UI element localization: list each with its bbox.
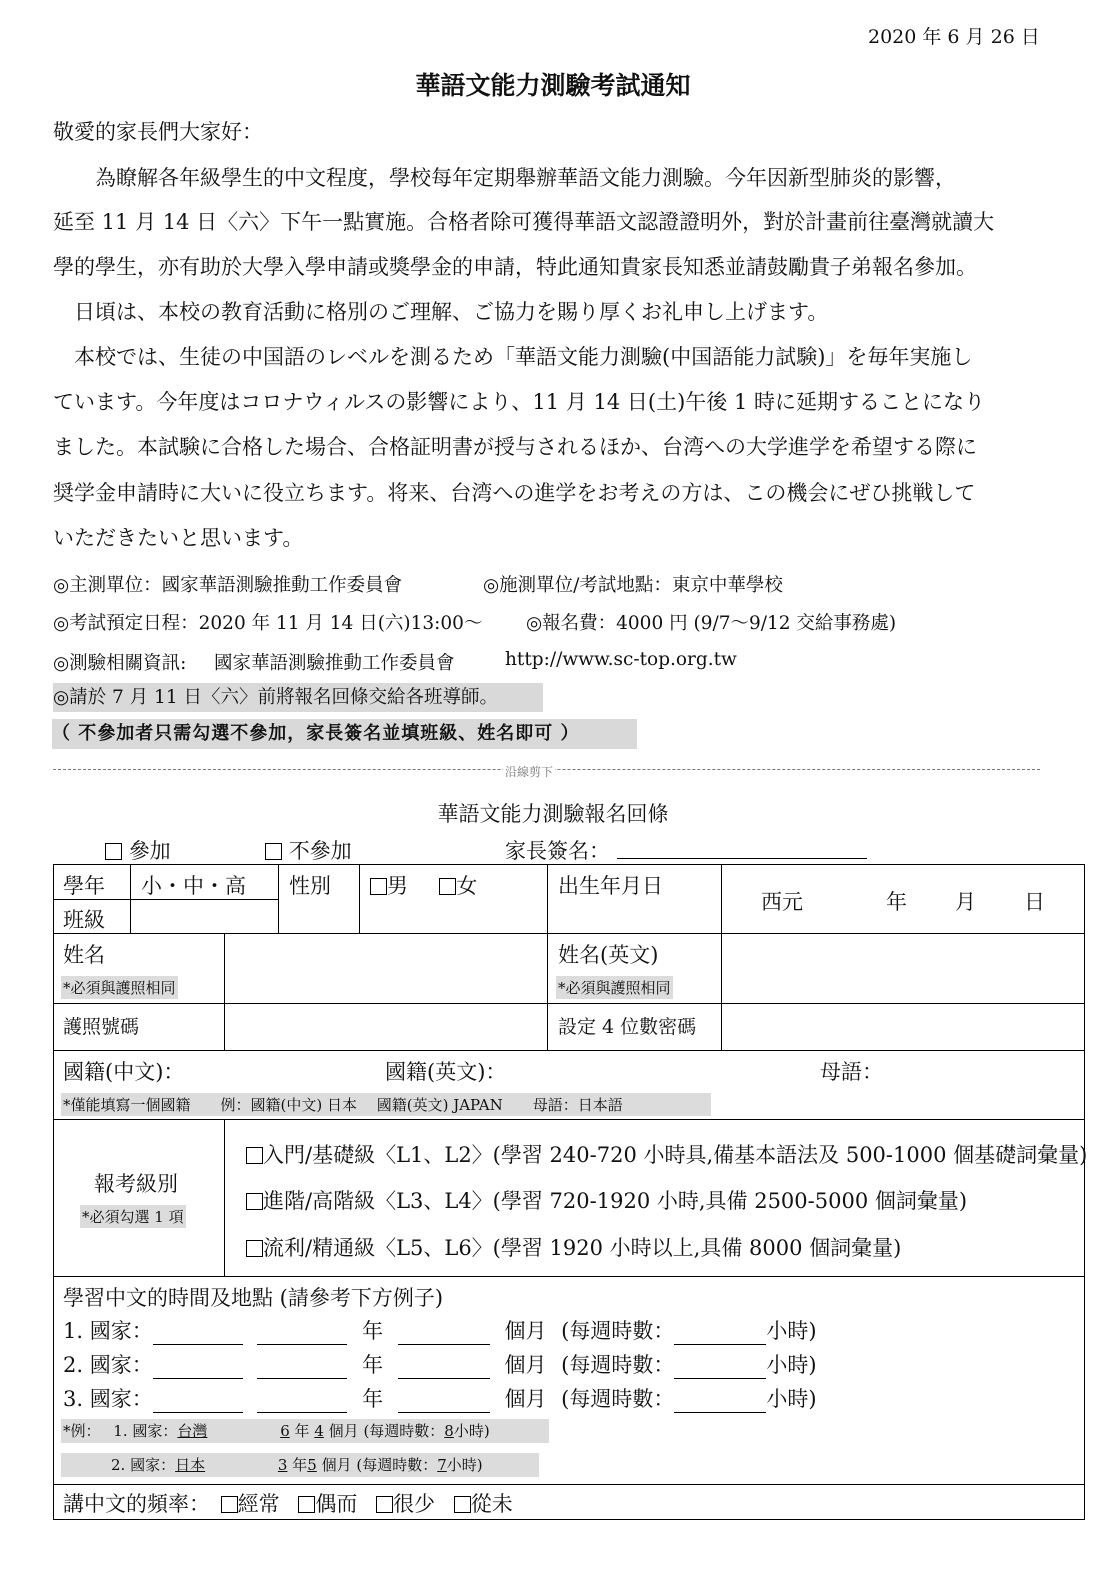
name-label: 姓名	[63, 943, 105, 967]
not-attend-label: 不參加	[288, 839, 352, 863]
level-2-checkbox[interactable]	[246, 1193, 263, 1210]
freq-sometimes-checkbox[interactable]	[298, 1496, 315, 1513]
name-en-note: *必須與護照相同	[556, 976, 673, 999]
attend-checkbox[interactable]	[105, 843, 122, 860]
study-row-2: 2. 國家： 年 個月 (每週時數： 小時)	[63, 1353, 817, 1377]
ja-line: 奨学金申請時に大いに役立ちます。将来、台湾への進学をお考えの方は、この機会にぜひ挑戦して	[53, 481, 976, 505]
ja-line: ています。今年度はコロナウィルスの影響により、11 月 14 日(土)午後 1 時に延期することになり	[53, 390, 985, 414]
zh-line: 為瞭解各年級學生的中文程度，學校每年定期舉辦華語文能力測驗。今年因新型肺炎的影響，	[53, 166, 956, 190]
signature-label: 家長簽名：	[505, 839, 610, 863]
male-label: 男	[387, 874, 408, 898]
cut-label: 沿線剪下	[505, 765, 554, 779]
pin-field[interactable]	[723, 1005, 1083, 1049]
attend-label: 參加	[128, 839, 171, 863]
freq-never-checkbox[interactable]	[454, 1496, 471, 1513]
level-2-label: 進階/高階級〈L3、L4〉(學習 720-1920 小時,具備 2500-5000 個詞彙量)	[263, 1189, 968, 1213]
freq-rarely-checkbox[interactable]	[376, 1496, 393, 1513]
level-1-checkbox[interactable]	[246, 1147, 263, 1164]
study-country-1[interactable]	[153, 1344, 243, 1345]
birth-day: 日	[1024, 890, 1045, 914]
name-en-field[interactable]	[723, 935, 1083, 1001]
freq-often-label: 經常	[237, 1492, 280, 1516]
ja-line: 日頃は、本校の教育活動に格別のご理解、ご協力を賜り厚くお礼申し上げます。	[53, 300, 829, 324]
info-deadline: ◎請於 7 月 11 日〈六〉前將報名回條交給各班導師。	[53, 683, 543, 712]
not-attend-checkbox[interactable]	[265, 843, 282, 860]
study-title: 學習中文的時間及地點 (請參考下方例子)	[63, 1286, 444, 1310]
gender-label: 性別	[289, 874, 331, 898]
level-3-checkbox[interactable]	[246, 1240, 263, 1257]
freq-often-checkbox[interactable]	[221, 1496, 238, 1513]
info-related-label: ◎測驗相關資訊:	[53, 653, 187, 674]
nationality-en-label: 國籍(英文)：	[385, 1060, 507, 1084]
info-exam-date: ◎考試預定日程：2020 年 11 月 14 日(六)13:00〜	[53, 613, 483, 634]
ja-line: ました。本試験に合格した場合、合格証明書が授与されるほか、台湾への大学進学を希望する際に	[53, 435, 977, 459]
zh-line: 延至 11 月 14 日〈六〉下午一點實施。合格者除可獲得華語文認證證明外，對於計畫前往臺灣就讀大	[53, 210, 995, 234]
study-row-1: 1. 國家： 年 個月 (每週時數： 小時)	[63, 1319, 817, 1343]
study-country-3[interactable]	[153, 1412, 243, 1413]
notice-title: 華語文能力測驗考試通知	[415, 71, 691, 100]
info-note: （ 不參加者只需勾選不參加，家長簽名並填班級、姓名即可 ）	[52, 719, 637, 749]
class-label: 班級	[63, 908, 105, 932]
freq-rarely-label: 很少	[393, 1492, 436, 1516]
mother-tongue-label: 母語：	[820, 1060, 883, 1084]
level-label: 報考級別	[94, 1172, 178, 1196]
birth-era: 西元	[761, 890, 803, 914]
study-years-1[interactable]	[257, 1344, 347, 1345]
passport-label: 護照號碼	[63, 1016, 140, 1038]
frequency-label: 講中文的頻率：	[63, 1492, 210, 1516]
male-checkbox[interactable]	[370, 878, 387, 895]
level-note: *必須勾選 1 項	[80, 1205, 186, 1228]
study-country-2[interactable]	[153, 1378, 243, 1379]
study-months-3[interactable]	[398, 1412, 490, 1413]
info-venue: ◎施測單位/考試地點：東京中華學校	[483, 575, 783, 596]
birth-label: 出生年月日	[558, 874, 663, 898]
name-en-label: 姓名(英文)	[558, 943, 659, 967]
level-3-label: 流利/精通級〈L5、L6〉(學習 1920 小時以上,具備 8000 個詞彙量)	[263, 1236, 902, 1260]
ja-line: 本校では、生徒の中国語のレベルを測るため「華語文能力測驗(中国語能力試験)」を毎年実施し	[53, 345, 973, 369]
study-hours-1[interactable]	[674, 1344, 766, 1345]
study-hours-3[interactable]	[674, 1412, 766, 1413]
zh-line: 學的學生，亦有助於大學入學申請或獎學金的申請，特此通知貴家長知悉並請鼓勵貴子弟報名參加。	[53, 255, 977, 279]
study-years-3[interactable]	[257, 1412, 347, 1413]
signature-field[interactable]	[617, 858, 867, 859]
info-url[interactable]: http://www.sc-top.org.tw	[505, 649, 737, 670]
female-label: 女	[456, 874, 478, 898]
example-1: *例： 1. 國家：台灣 6 年 4 個月 (每週時數：8小時)	[61, 1419, 549, 1443]
female-checkbox[interactable]	[439, 878, 456, 895]
level-1-label: 入門/基礎級〈L1、L2〉(學習 240-720 小時具,備基本語法及 500-1000 個基礎詞彙量)	[263, 1143, 1088, 1167]
name-field[interactable]	[226, 935, 545, 1001]
ja-line: いただきたいと思います。	[53, 526, 304, 550]
info-organizer: ◎主測單位：國家華語測驗推動工作委員會	[53, 575, 403, 596]
grade-label: 學年	[63, 874, 105, 898]
freq-sometimes-label: 偶而	[315, 1492, 358, 1516]
form-title: 華語文能力測驗報名回條	[437, 802, 669, 826]
study-hours-2[interactable]	[674, 1378, 766, 1379]
study-row-3: 3. 國家： 年 個月 (每週時數： 小時)	[63, 1387, 817, 1411]
name-note: *必須與護照相同	[61, 976, 178, 999]
example-2: 2. 國家：日本 3 年5 個月 (每週時數：7小時)	[61, 1453, 539, 1477]
frequency-row	[63, 1488, 513, 1518]
study-years-2[interactable]	[257, 1378, 347, 1379]
greeting: 敬愛的家長們大家好：	[53, 120, 263, 144]
nationality-zh-label: 國籍(中文)：	[63, 1060, 185, 1084]
info-related-org: 國家華語測驗推動工作委員會	[214, 653, 455, 674]
birth-month: 月	[955, 890, 976, 914]
info-fee: ◎報名費：4000 円 (9/7〜9/12 交給事務處)	[526, 613, 897, 634]
grade-options[interactable]: 小・中・高	[141, 874, 246, 898]
nationality-note: *僅能填寫一個國籍 例：國籍(中文) 日本 國籍(英文) JAPAN 母語：日本語	[61, 1093, 711, 1116]
study-months-1[interactable]	[398, 1344, 490, 1345]
pin-label: 設定 4 位數密碼	[558, 1016, 697, 1038]
passport-field[interactable]	[226, 1005, 545, 1049]
freq-never-label: 從未	[470, 1492, 513, 1516]
birth-year: 年	[886, 890, 907, 914]
notice-date: 2020 年 6 月 26 日	[868, 26, 1040, 48]
study-months-2[interactable]	[398, 1378, 490, 1379]
